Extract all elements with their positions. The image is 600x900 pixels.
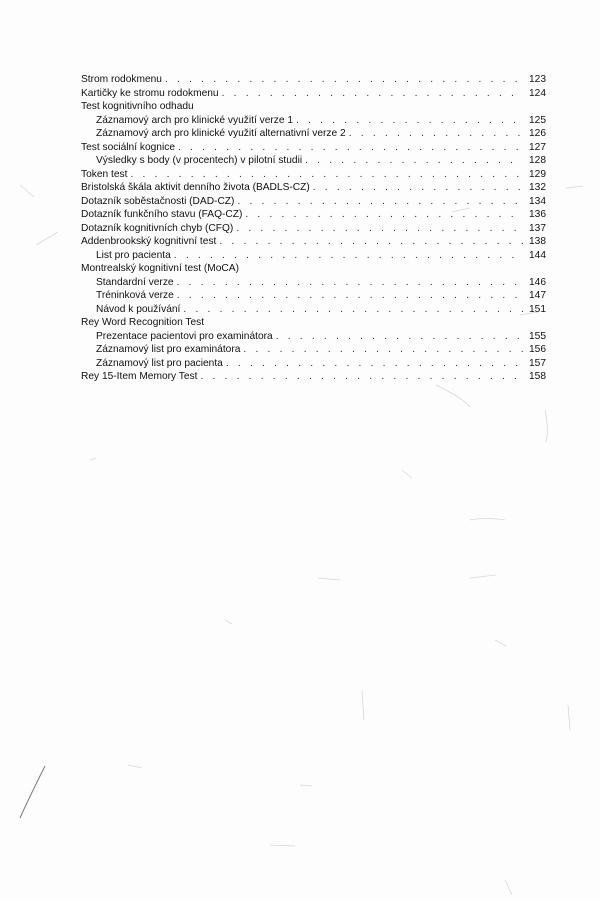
toc-entry-label: Dotazník funkčního stavu (FAQ-CZ) <box>81 209 243 220</box>
toc-section-moca <box>81 262 546 276</box>
toc-entry-vysledky-s-body <box>81 154 546 168</box>
toc-entry-label: Tréninková verze <box>96 290 174 301</box>
toc-entry-page-number: 132 <box>529 182 546 193</box>
dot-leader <box>130 168 523 182</box>
toc-entry-karticky <box>81 87 546 101</box>
toc-entry-label: Dotazník kognitivních chyb (CFQ) <box>81 222 234 234</box>
dot-leader <box>183 303 523 317</box>
toc-entry-page-number: 157 <box>529 357 546 369</box>
toc-entry-label: Token test <box>81 168 128 180</box>
table-of-contents <box>81 73 546 384</box>
toc-entry-label: List pro pacienta <box>96 249 171 261</box>
toc-section-test-kognitivniho-odhadu <box>81 100 546 114</box>
toc-entry-page-number: 138 <box>529 236 546 247</box>
toc-entry-label: Výsledky s body (v procentech) v pilotní studii <box>96 155 303 166</box>
dot-leader <box>313 181 523 195</box>
pencil-mark <box>20 766 45 818</box>
dot-leader <box>226 357 523 371</box>
toc-entry-label: Záznamový arch pro klinické využití verze 1 <box>96 114 294 126</box>
toc-entry-page-number: 144 <box>529 249 546 261</box>
toc-entry-page-number: 129 <box>529 168 546 180</box>
dot-leader <box>174 249 523 263</box>
toc-entry-page-number: 146 <box>529 276 546 288</box>
toc-entry-zaznamovy-arch-2 <box>81 127 546 141</box>
toc-entry-label: Prezentace pacientovi pro examinátora <box>96 330 273 342</box>
dot-leader <box>243 343 523 357</box>
dot-leader <box>237 195 523 209</box>
toc-entry-page-number: 151 <box>529 303 546 315</box>
toc-section-rey-word-recognition <box>81 316 546 330</box>
toc-entry-label: Záznamový list pro pacienta <box>96 357 223 369</box>
toc-section-label: Rey Word Recognition Test <box>81 317 205 328</box>
toc-entry-page-number: 126 <box>529 128 546 139</box>
toc-entry-page-number: 158 <box>529 371 546 382</box>
dot-leader <box>200 370 523 384</box>
toc-entry-rey-15-item <box>81 370 546 384</box>
toc-entry-dad-cz <box>81 195 546 209</box>
toc-entry-page-number: 156 <box>529 344 546 355</box>
dot-leader <box>177 289 523 303</box>
toc-entry-standardni-verze <box>81 276 546 290</box>
toc-entry-page-number: 134 <box>529 195 546 207</box>
toc-entry-label: Standardní verze <box>96 276 174 288</box>
toc-entry-navod <box>81 303 546 317</box>
toc-entry-label: Návod k používání <box>96 303 181 315</box>
toc-entry-cfq <box>81 222 546 236</box>
toc-entry-page-number: 124 <box>529 87 546 99</box>
toc-entry-list-pro-pacienta <box>81 249 546 263</box>
toc-entry-label: Addenbrookský kognitivní test <box>81 236 217 247</box>
toc-entry-label: Záznamový list pro examinátora <box>96 344 241 355</box>
toc-entry-page-number: 147 <box>529 290 546 301</box>
toc-entry-label: Test sociální kognice <box>81 141 175 153</box>
dot-leader <box>219 235 523 249</box>
toc-entry-label: Dotazník soběstačnosti (DAD-CZ) <box>81 195 235 207</box>
dot-leader <box>236 222 523 236</box>
toc-entry-label: Rey 15-Item Memory Test <box>81 371 198 382</box>
toc-entry-addenbrooksky <box>81 235 546 249</box>
toc-entry-zaznamovy-list-examinator <box>81 343 546 357</box>
dot-leader <box>296 114 523 128</box>
dot-leader <box>165 73 523 87</box>
toc-entry-page-number: 125 <box>529 114 546 126</box>
toc-entry-badls-cz <box>81 181 546 195</box>
dot-leader <box>305 154 523 168</box>
dot-leader <box>349 127 523 141</box>
dot-leader <box>276 330 523 344</box>
toc-entry-prezentace <box>81 330 546 344</box>
toc-entry-page-number: 128 <box>529 155 546 166</box>
toc-entry-label: Záznamový arch pro klinické využití alternativní verze 2 <box>96 128 346 139</box>
toc-entry-page-number: 155 <box>529 330 546 342</box>
toc-entry-page-number: 127 <box>529 141 546 153</box>
toc-entry-strom-rodokmenu <box>81 73 546 87</box>
dot-leader <box>245 208 523 222</box>
toc-entry-zaznamovy-list-pacient <box>81 357 546 371</box>
dot-leader <box>222 87 523 101</box>
toc-entry-label: Bristolská škála aktivit denního života (BADLS-CZ) <box>81 182 310 193</box>
toc-entry-label: Strom rodokmenu <box>81 74 162 85</box>
toc-section-label: Test kognitivního odhadu <box>81 101 194 112</box>
toc-entry-page-number: 137 <box>529 222 546 234</box>
toc-entry-page-number: 123 <box>529 74 546 85</box>
toc-entry-treninkova-verze <box>81 289 546 303</box>
toc-entry-token-test <box>81 168 546 182</box>
toc-entry-faq-cz <box>81 208 546 222</box>
toc-section-label: Montrealský kognitivní test (MoCA) <box>81 263 239 274</box>
toc-entry-label: Kartičky ke stromu rodokmenu <box>81 87 219 99</box>
toc-entry-test-socialni-kognice <box>81 141 546 155</box>
toc-entry-zaznamovy-arch-1 <box>81 114 546 128</box>
dot-leader <box>178 141 523 155</box>
toc-entry-page-number: 136 <box>529 209 546 220</box>
dot-leader <box>177 276 523 290</box>
